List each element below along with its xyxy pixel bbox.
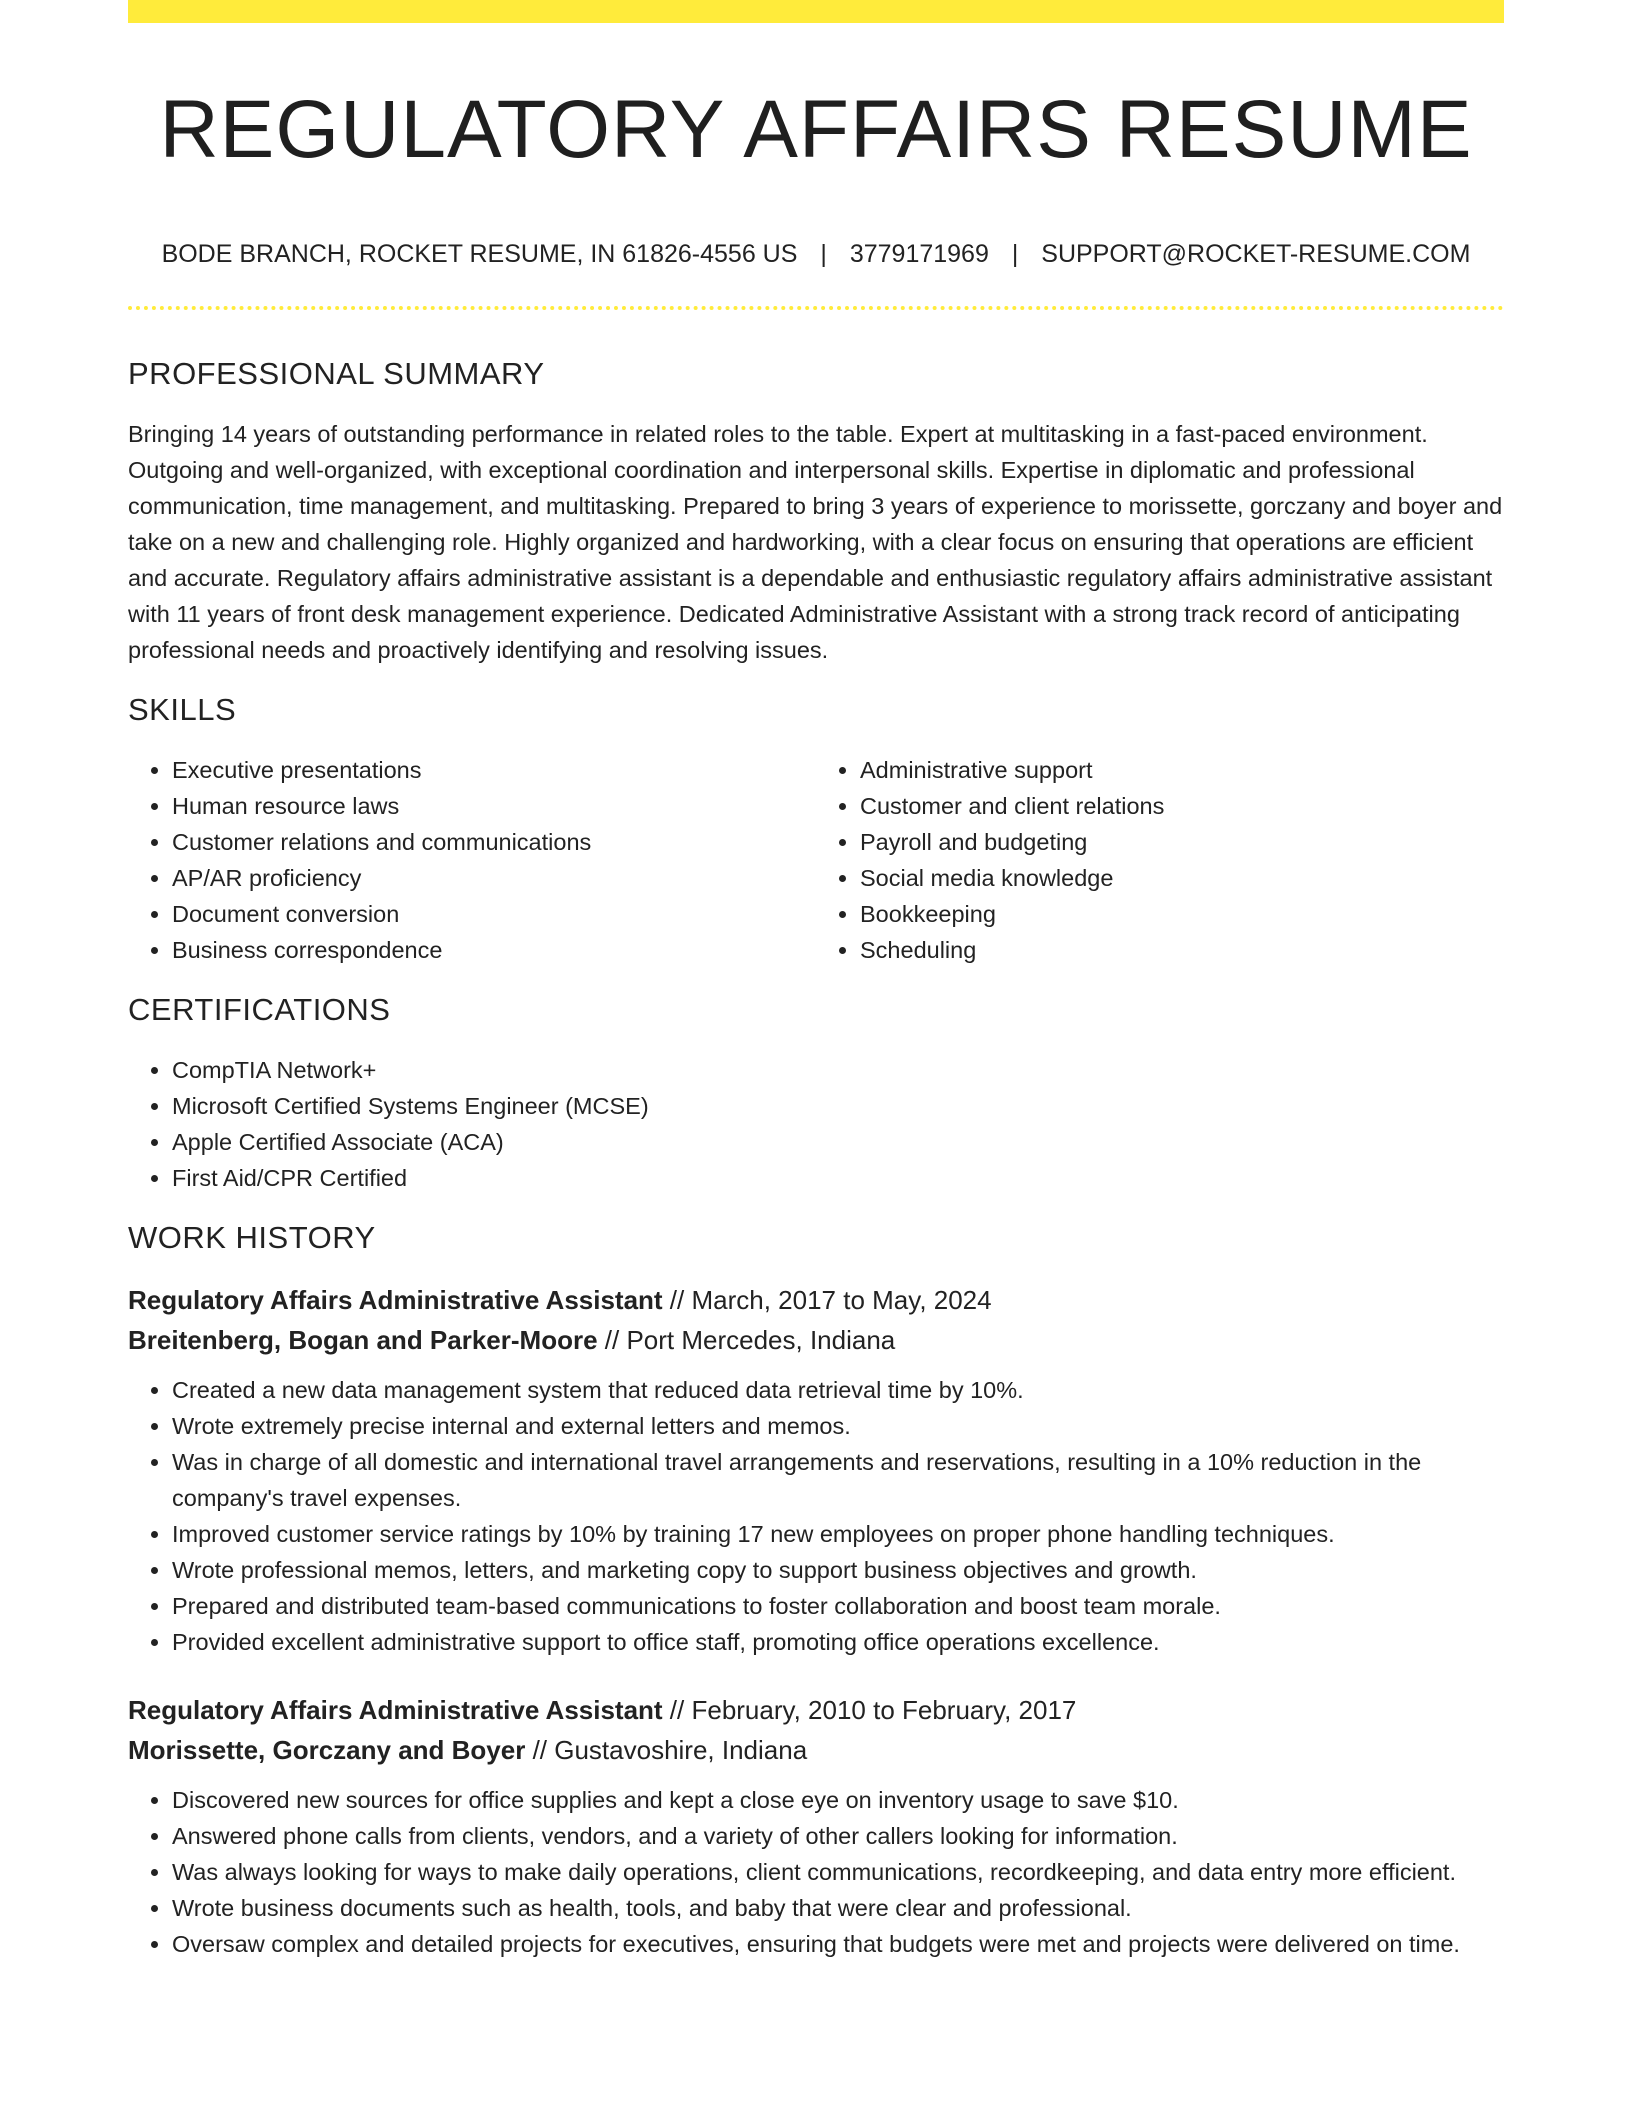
job-bullet: • Wrote professional memos, letters, and marketing copy to support business objectives and growth. [172,1552,1504,1588]
contact-separator: | [820,240,827,268]
skill-item: • Social media knowledge [860,860,1504,896]
skill-item: • Executive presentations [172,752,816,788]
skill-item: • Customer relations and communications [172,824,816,860]
summary-text: Bringing 14 years of outstanding performance in related roles to the table. Expert at multitasking in a fast-paced environment. Outgoing and well-organized, with exceptional coordination and interpersonal skills. Expertise in diplomatic and professional communication, time management, and multitasking. Prepared to bring 3 years of experience to morissette, gorczany and boyer and take on a new and challenging role. Highly organized and hardworking, with a clear focus on ensuring that operations are efficient and accurate. Regulatory affairs administrative assistant is a dependable and enthusiastic regulatory affairs administrative assistant with 11 years of front desk management experience. Dedicated Administrative Assistant with a strong track record of anticipating professional needs and proactively identifying and resolving issues. [128,421,1503,663]
skill-item: • Payroll and budgeting [860,824,1504,860]
job-bullet: • Prepared and distributed team-based communications to foster collaboration and boost team morale. [172,1588,1504,1624]
skills-section [128,686,1504,968]
skill-item: • Scheduling [860,932,1504,968]
job-bullet: • Provided excellent administrative support to office staff, promoting office operations excellence. [172,1624,1504,1660]
job-company: Breitenberg, Bogan and Parker-Moore [128,1325,598,1355]
certification-item: • Microsoft Certified Systems Engineer (MCSE) [172,1088,1504,1124]
job-entry [128,1280,1504,1660]
skill-item: • Document conversion [172,896,816,932]
skill-item: • Administrative support [860,752,1504,788]
certifications-list [128,1052,1504,1196]
job-bullet: • Discovered new sources for office supplies and kept a close eye on inventory usage to save $10. [172,1782,1504,1818]
job-title: Regulatory Affairs Administrative Assistant [128,1285,663,1315]
resume-content [128,350,1504,1992]
certification-item: • CompTIA Network+ [172,1052,1504,1088]
summary-heading: PROFESSIONAL SUMMARY [128,356,545,391]
job-bullet: • Was always looking for ways to make daily operations, client communications, recordkeeping, and data entry more efficient. [172,1854,1504,1890]
skills-list-right [816,752,1504,968]
contact-line [128,236,1504,272]
job-bullets [128,1372,1504,1660]
job-bullet: • Created a new data management system that reduced data retrieval time by 10%. [172,1372,1504,1408]
job-bullet: • Wrote extremely precise internal and external letters and memos. [172,1408,1504,1444]
job-bullets [128,1782,1504,1962]
job-dates: // February, 2010 to February, 2017 [662,1695,1077,1725]
skill-item: • AP/AR proficiency [172,860,816,896]
top-accent-bar [128,0,1504,23]
certification-item: • First Aid/CPR Certified [172,1160,1504,1196]
skills-heading: SKILLS [128,692,237,727]
job-dates: // March, 2017 to May, 2024 [662,1285,992,1315]
dotted-divider [128,306,1504,310]
job-title-line [128,1690,1504,1730]
skill-item: • Customer and client relations [860,788,1504,824]
job-bullet: • Wrote business documents such as health, tools, and baby that were clear and professional. [172,1890,1504,1926]
certifications-section [128,986,1504,1196]
contact-phone[interactable]: 3779171969 [849,240,989,268]
work-history-heading: WORK HISTORY [128,1220,376,1255]
certifications-heading: CERTIFICATIONS [128,992,391,1027]
job-company: Morissette, Gorczany and Boyer [128,1735,526,1765]
job-bullet: • Was in charge of all domestic and international travel arrangements and reservations, resulting in a 10% reduction in the company's travel expenses. [172,1444,1504,1516]
resume-page [128,0,1504,1957]
resume-title: REGULATORY AFFAIRS RESUME [159,84,1473,175]
job-entry [128,1690,1504,1962]
job-company-line [128,1730,1504,1770]
job-title: Regulatory Affairs Administrative Assistant [128,1695,663,1725]
contact-email[interactable]: SUPPORT@ROCKET-RESUME.COM [1041,240,1471,268]
contact-address: BODE BRANCH, ROCKET RESUME, IN 61826-4556 US [161,240,798,268]
certification-item: • Apple Certified Associate (ACA) [172,1124,1504,1160]
skills-columns [128,752,1504,968]
job-bullet: • Oversaw complex and detailed projects for executives, ensuring that budgets were met and projects were delivered on time. [172,1926,1504,1962]
job-bullet: • Improved customer service ratings by 10% by training 17 new employees on proper phone handling techniques. [172,1516,1504,1552]
summary-section [128,350,1504,668]
work-history-section [128,1214,1504,1962]
skills-list-left [128,752,816,968]
job-company-line [128,1320,1504,1360]
contact-separator: | [1011,240,1019,268]
job-bullet: • Answered phone calls from clients, vendors, and a variety of other callers looking for information. [172,1818,1504,1854]
skill-item: • Human resource laws [172,788,816,824]
skill-item: • Bookkeeping [860,896,1504,932]
job-location: // Gustavoshire, Indiana [525,1735,808,1765]
job-location: // Port Mercedes, Indiana [597,1325,896,1355]
skill-item: • Business correspondence [172,932,816,968]
job-title-line [128,1280,1504,1320]
